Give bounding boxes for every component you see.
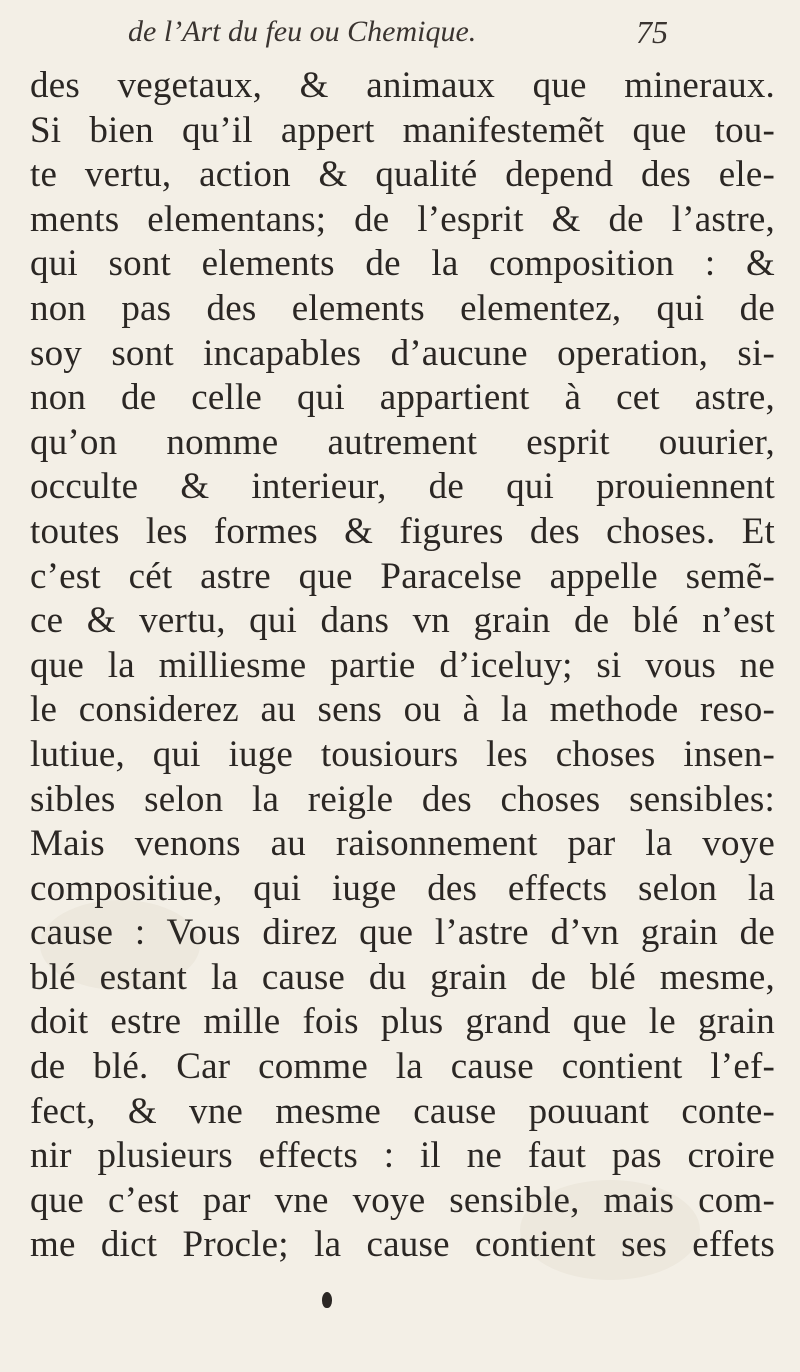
- text-line: que c’est par vne voye sensible, mais com-: [30, 1179, 775, 1221]
- text-line: qui sont elements de la composition : &: [30, 243, 775, 285]
- text-line: le considerez au sens ou à la methode reso-: [30, 689, 775, 731]
- page-number: 75: [636, 14, 668, 50]
- text-line: ments elementans; de l’esprit & de l’astre,: [30, 198, 775, 240]
- text-line: ce & vertu, qui dans vn grain de blé n’est: [30, 600, 775, 642]
- text-line: sibles selon la reigle des choses sensibles:: [30, 778, 775, 820]
- text-line: soy sont incapables d’aucune operation, si-: [30, 332, 775, 374]
- text-line: non de celle qui appartient à cet astre,: [30, 377, 775, 419]
- text-line: occulte & interieur, de qui prouiennent: [30, 466, 775, 508]
- text-line: blé estant la cause du grain de blé mesme,: [30, 956, 775, 998]
- body-text: [30, 64, 775, 1268]
- text-line: me dict Procle; la cause contient ses effets: [30, 1224, 775, 1266]
- text-line: cause : Vous direz que l’astre d’vn grain de: [30, 912, 775, 954]
- text-line: non pas des elements elementez, qui de: [30, 287, 775, 329]
- text-line: doit estre mille fois plus grand que le grain: [30, 1001, 775, 1043]
- text-line: lutiue, qui iuge tousiours les choses insen-: [30, 733, 775, 775]
- text-line: toutes les formes & figures des choses. Et: [30, 510, 775, 552]
- text-line: te vertu, action & qualité depend des ele-: [30, 154, 775, 196]
- text-line: fect, & vne mesme cause pouuant conte-: [30, 1090, 775, 1132]
- text-line: des vegetaux, & animaux que mineraux.: [30, 65, 775, 106]
- text-line: Si bien qu’il appert manifestemẽt que tou-: [30, 109, 775, 151]
- text-line: c’est cét astre que Paracelse appelle semẽ-: [30, 555, 775, 597]
- text-line: compositiue, qui iuge des effects selon la: [30, 867, 775, 909]
- text-line: qu’on nomme autrement esprit ouurier,: [30, 421, 775, 463]
- running-title: de l’Art du feu ou Chemique.: [128, 15, 477, 48]
- text-line: que la milliesme partie d’iceluy; si vous ne: [30, 644, 775, 686]
- text-line: de blé. Car comme la cause contient l’ef-: [30, 1046, 775, 1088]
- text-line: Mais venons au raisonnement par la voye: [30, 823, 775, 865]
- ink-dot-ornament: [322, 1292, 332, 1308]
- text-line: nir plusieurs effects : il ne faut pas croire: [30, 1135, 775, 1177]
- running-head: [128, 10, 688, 54]
